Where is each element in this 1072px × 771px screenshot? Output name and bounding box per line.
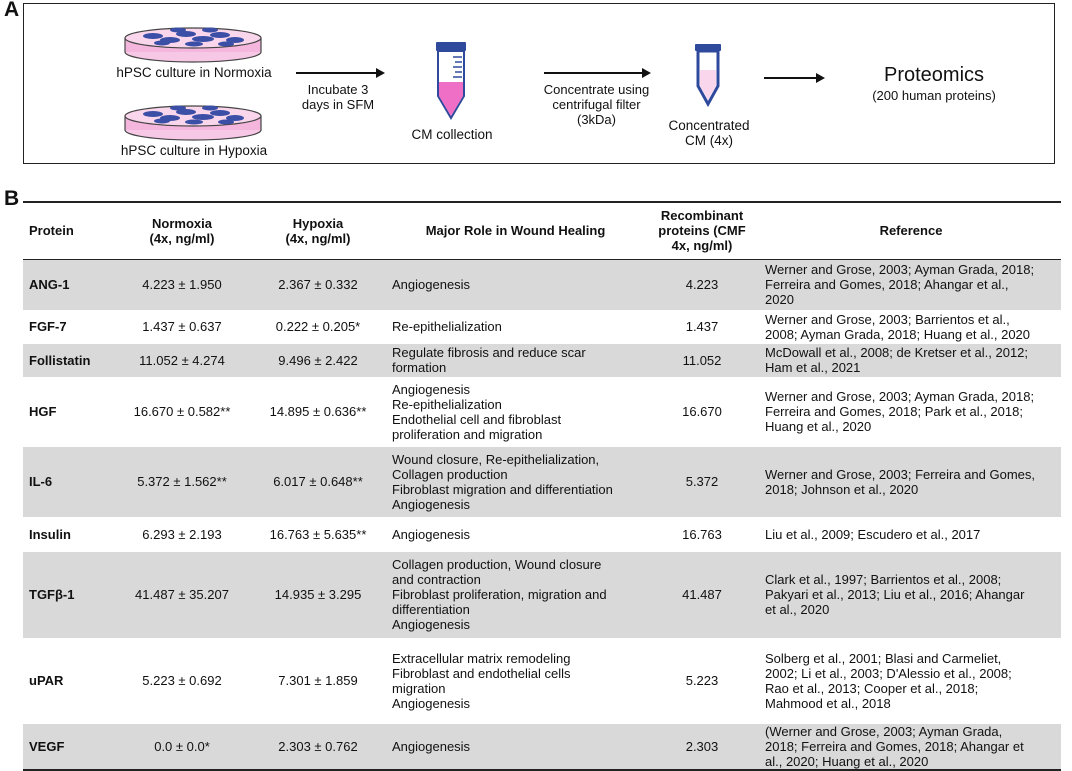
- normoxia-cell: 1.437 ± 0.637: [116, 310, 248, 343]
- role-cell: Angiogenesis Re-epithelialization Endothelial cell and fibroblast proliferation and migration: [388, 377, 643, 446]
- hypoxia-label: hPSC culture in Hypoxia: [120, 143, 268, 158]
- protein-cell: FGF-7: [23, 310, 116, 343]
- proteomics-subtitle: (200 human proteins): [872, 88, 996, 103]
- role-cell: Angiogenesis: [388, 723, 643, 770]
- centrifuge-tube-icon: [427, 40, 477, 122]
- normoxia-cell: 5.372 ± 1.562**: [116, 446, 248, 517]
- role-cell: Regulate fibrosis and reduce scar formation: [388, 343, 643, 377]
- reference-cell: Werner and Grose, 2003; Ayman Grada, 2018; Ferreira and Gomes, 2018; Ahangar et al., 2020: [761, 259, 1061, 310]
- normoxia-label: hPSC culture in Normoxia: [116, 65, 272, 80]
- recombinant-cell: 41.487: [643, 551, 761, 638]
- table-header-row: [23, 202, 1061, 259]
- concentrate-label: Concentrate using centrifugal filter (3kDa): [543, 82, 650, 127]
- hypoxia-cell: 16.763 ± 5.635**: [248, 517, 388, 551]
- concentrated-tube-icon: [690, 42, 730, 108]
- protein-table-panel: [23, 201, 1061, 771]
- arrow-right-icon: [764, 71, 826, 85]
- table-row: [23, 638, 1061, 723]
- recombinant-cell: 16.763: [643, 517, 761, 551]
- recombinant-cell: 16.670: [643, 377, 761, 446]
- table-row: [23, 343, 1061, 377]
- header-recombinant: Recombinant proteins (CMF 4x, ng/ml): [643, 202, 761, 259]
- reference-cell: Solberg et al., 2001; Blasi and Carmeliet, 2002; Li et al., 2003; D'Alessio et al., 2008; Rao et al., 2013; Cooper et al., 2018; Mahmood et al., 2018: [761, 638, 1061, 723]
- reference-cell: (Werner and Grose, 2003; Ayman Grada, 2018; Ferreira and Gomes, 2018; Ahangar et al., 2020; Huang et al., 2020: [761, 723, 1061, 770]
- arrow-right-icon: [544, 66, 654, 80]
- hypoxia-cell: 0.222 ± 0.205*: [248, 310, 388, 343]
- normoxia-cell: 16.670 ± 0.582**: [116, 377, 248, 446]
- recombinant-cell: 4.223: [643, 259, 761, 310]
- table-row: [23, 517, 1061, 551]
- culture-dish-hypoxia-icon: [118, 94, 268, 144]
- arrow-right-icon: [296, 66, 386, 80]
- normoxia-cell: 5.223 ± 0.692: [116, 638, 248, 723]
- hypoxia-cell: 14.935 ± 3.295: [248, 551, 388, 638]
- reference-cell: Clark et al., 1997; Barrientos et al., 2008; Pakyari et al., 2013; Liu et al., 2016; Ahangar et al., 2020: [761, 551, 1061, 638]
- table-row: [23, 310, 1061, 343]
- proteomics-title: Proteomics: [883, 64, 985, 86]
- reference-cell: Liu et al., 2009; Escudero et al., 2017: [761, 517, 1061, 551]
- panel-b-label: B: [4, 187, 20, 210]
- header-hypoxia: Hypoxia (4x, ng/ml): [248, 202, 388, 259]
- role-cell: Angiogenesis: [388, 517, 643, 551]
- header-role: Major Role in Wound Healing: [388, 202, 643, 259]
- reference-cell: Werner and Grose, 2003; Ferreira and Gomes, 2018; Johnson et al., 2020: [761, 446, 1061, 517]
- hypoxia-cell: 6.017 ± 0.648**: [248, 446, 388, 517]
- role-cell: Extracellular matrix remodeling Fibroblast and endothelial cells migration Angiogenesis: [388, 638, 643, 723]
- reference-cell: Werner and Grose, 2003; Barrientos et al., 2008; Ayman Grada, 2018; Huang et al., 2020: [761, 310, 1061, 343]
- incubate-label: Incubate 3 days in SFM: [301, 82, 375, 112]
- hypoxia-cell: 2.303 ± 0.762: [248, 723, 388, 770]
- hypoxia-cell: 14.895 ± 0.636**: [248, 377, 388, 446]
- protein-table: [23, 201, 1061, 771]
- concentrated-label: Concentrated CM (4x): [668, 118, 750, 148]
- protein-cell: uPAR: [23, 638, 116, 723]
- table-row: [23, 551, 1061, 638]
- normoxia-cell: 4.223 ± 1.950: [116, 259, 248, 310]
- recombinant-cell: 1.437: [643, 310, 761, 343]
- normoxia-cell: 0.0 ± 0.0*: [116, 723, 248, 770]
- table-row: [23, 259, 1061, 310]
- role-cell: Wound closure, Re-epithelialization, Collagen production Fibroblast migration and differentiation Angiogenesis: [388, 446, 643, 517]
- normoxia-cell: 6.293 ± 2.193: [116, 517, 248, 551]
- recombinant-cell: 2.303: [643, 723, 761, 770]
- header-normoxia: Normoxia (4x, ng/ml): [116, 202, 248, 259]
- table-row: [23, 723, 1061, 770]
- hypoxia-cell: 2.367 ± 0.332: [248, 259, 388, 310]
- protein-cell: IL-6: [23, 446, 116, 517]
- recombinant-cell: 11.052: [643, 343, 761, 377]
- protein-cell: Insulin: [23, 517, 116, 551]
- protein-cell: ANG-1: [23, 259, 116, 310]
- protein-cell: TGFβ-1: [23, 551, 116, 638]
- protein-cell: Follistatin: [23, 343, 116, 377]
- hypoxia-cell: 7.301 ± 1.859: [248, 638, 388, 723]
- table-row: [23, 377, 1061, 446]
- header-reference: Reference: [761, 202, 1061, 259]
- hypoxia-cell: 9.496 ± 2.422: [248, 343, 388, 377]
- recombinant-cell: 5.372: [643, 446, 761, 517]
- culture-dish-normoxia-icon: [118, 16, 268, 66]
- role-cell: Re-epithelialization: [388, 310, 643, 343]
- reference-cell: Werner and Grose, 2003; Ayman Grada, 2018; Ferreira and Gomes, 2018; Park et al., 2018; Huang et al., 2020: [761, 377, 1061, 446]
- header-protein: Protein: [23, 202, 116, 259]
- protein-cell: VEGF: [23, 723, 116, 770]
- reference-cell: McDowall et al., 2008; de Kretser et al., 2012; Ham et al., 2021: [761, 343, 1061, 377]
- cm-collection-label: CM collection: [411, 127, 493, 142]
- table-row: [23, 446, 1061, 517]
- normoxia-cell: 11.052 ± 4.274: [116, 343, 248, 377]
- role-cell: Collagen production, Wound closure and contraction Fibroblast proliferation, migration and differentiation Angiogenesis: [388, 551, 643, 638]
- recombinant-cell: 5.223: [643, 638, 761, 723]
- workflow-panel: [23, 3, 1055, 164]
- normoxia-cell: 41.487 ± 35.207: [116, 551, 248, 638]
- panel-a-label: A: [4, 0, 20, 21]
- role-cell: Angiogenesis: [388, 259, 643, 310]
- protein-cell: HGF: [23, 377, 116, 446]
